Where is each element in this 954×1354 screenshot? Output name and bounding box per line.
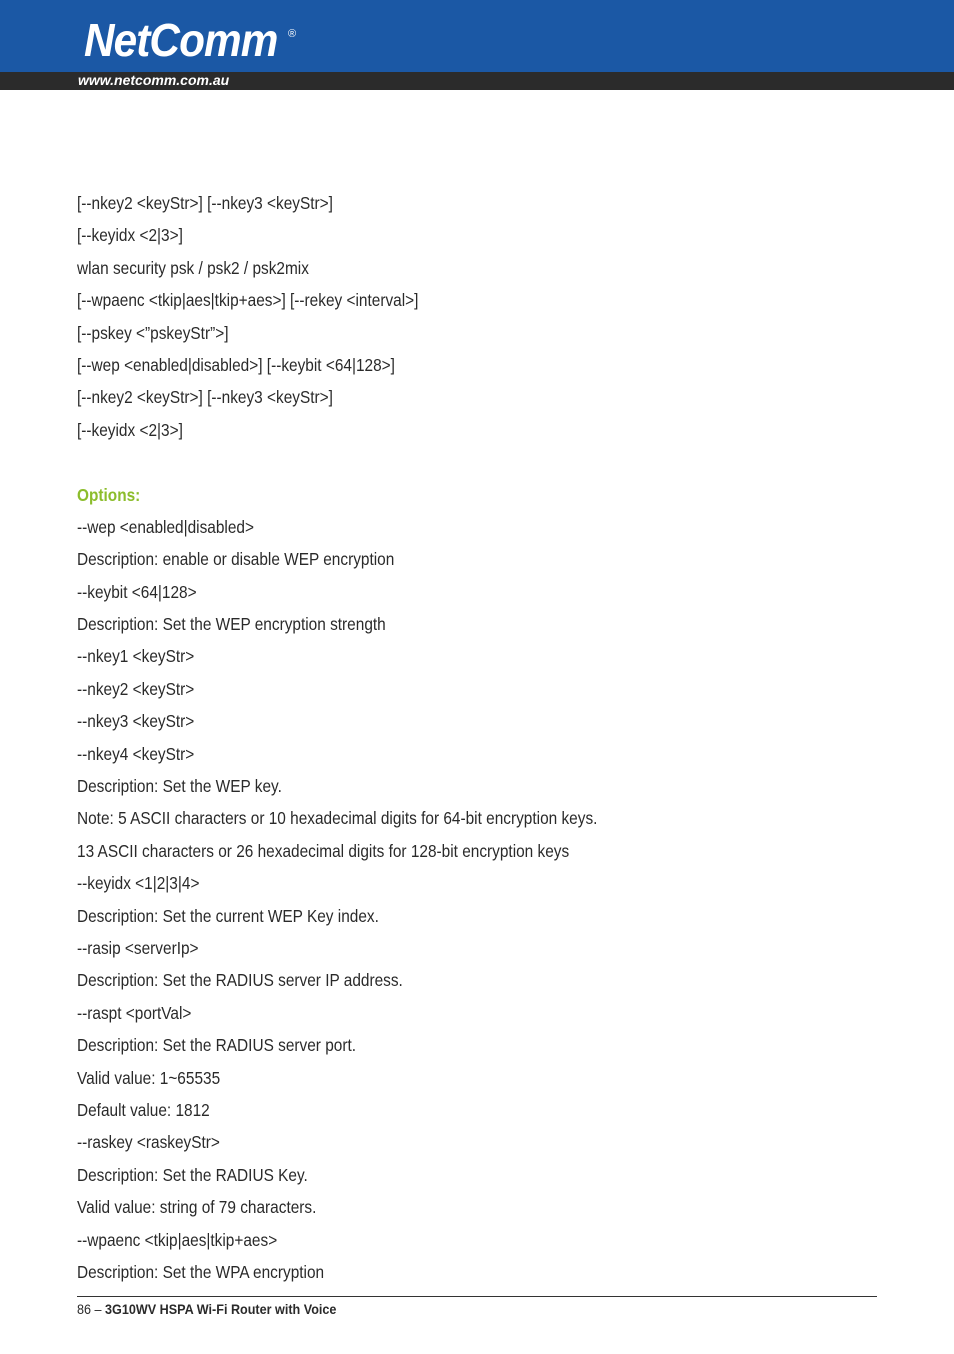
option-line: --wpaenc <tkip|aes|tkip+aes> <box>77 1229 278 1250</box>
option-line: Description: Set the current WEP Key index. <box>77 905 379 926</box>
option-line: Description: Set the RADIUS Key. <box>77 1164 308 1185</box>
page-number: 86 <box>77 1301 92 1317</box>
option-line: Description: Set the RADIUS server IP address. <box>77 970 403 991</box>
footer-separator: – <box>91 1301 106 1317</box>
netcomm-logo: NetComm <box>84 14 278 66</box>
product-name: 3G10WV HSPA Wi-Fi Router with Voice <box>105 1301 337 1317</box>
option-line: --nkey2 <keyStr> <box>77 678 195 699</box>
option-line: --nkey1 <keyStr> <box>77 646 195 667</box>
page-content <box>77 187 781 1288</box>
syntax-line: [--keyidx <2|3>] <box>77 225 183 246</box>
option-line: Description: Set the WEP key. <box>77 776 282 797</box>
option-line: 13 ASCII characters or 26 hexadecimal digits for 128-bit encryption keys <box>77 840 570 861</box>
syntax-line: [--wep <enabled|disabled>] [--keybit <64|128>] <box>77 354 395 375</box>
option-line: --nkey4 <keyStr> <box>77 743 195 764</box>
option-line: Default value: 1812 <box>77 1099 210 1120</box>
option-line: Description: Set the WPA encryption <box>77 1261 325 1282</box>
syntax-line: [--keyidx <2|3>] <box>77 419 183 440</box>
option-line: --raskey <raskeyStr> <box>77 1132 220 1153</box>
option-line: --rasip <serverIp> <box>77 937 199 958</box>
registered-mark: ® <box>288 28 297 40</box>
syntax-line: wlan security psk / psk2 / psk2mix <box>77 257 309 278</box>
option-line: Description: Set the RADIUS server port. <box>77 1035 357 1056</box>
option-line: --keyidx <1|2|3|4> <box>77 873 200 894</box>
option-line: --nkey3 <keyStr> <box>77 711 195 732</box>
option-line: --wep <enabled|disabled> <box>77 516 254 537</box>
options-heading: Options: <box>77 484 141 505</box>
option-line: Note: 5 ASCII characters or 10 hexadecimal digits for 64-bit encryption keys. <box>77 808 598 829</box>
syntax-line: [--wpaenc <tkip|aes|tkip+aes>] [--rekey <interval>] <box>77 290 419 311</box>
syntax-line: [--nkey2 <keyStr>] [--nkey3 <keyStr>] <box>77 193 333 213</box>
option-line: Valid value: string of 79 characters. <box>77 1197 317 1218</box>
website-url: www.netcomm.com.au <box>78 72 230 88</box>
option-line: --raspt <portVal> <box>77 1002 192 1023</box>
option-line: --keybit <64|128> <box>77 581 197 602</box>
syntax-line: [--pskey <”pskeyStr”>] <box>77 322 229 343</box>
footer-divider <box>77 1296 877 1297</box>
spacer <box>77 446 781 478</box>
option-line: Valid value: 1~65535 <box>77 1067 221 1088</box>
option-line: Description: Set the WEP encryption strength <box>77 614 386 635</box>
page-footer <box>77 1299 336 1319</box>
syntax-line: [--nkey2 <keyStr>] [--nkey3 <keyStr>] <box>77 387 333 408</box>
option-line: Description: enable or disable WEP encryption <box>77 549 395 570</box>
